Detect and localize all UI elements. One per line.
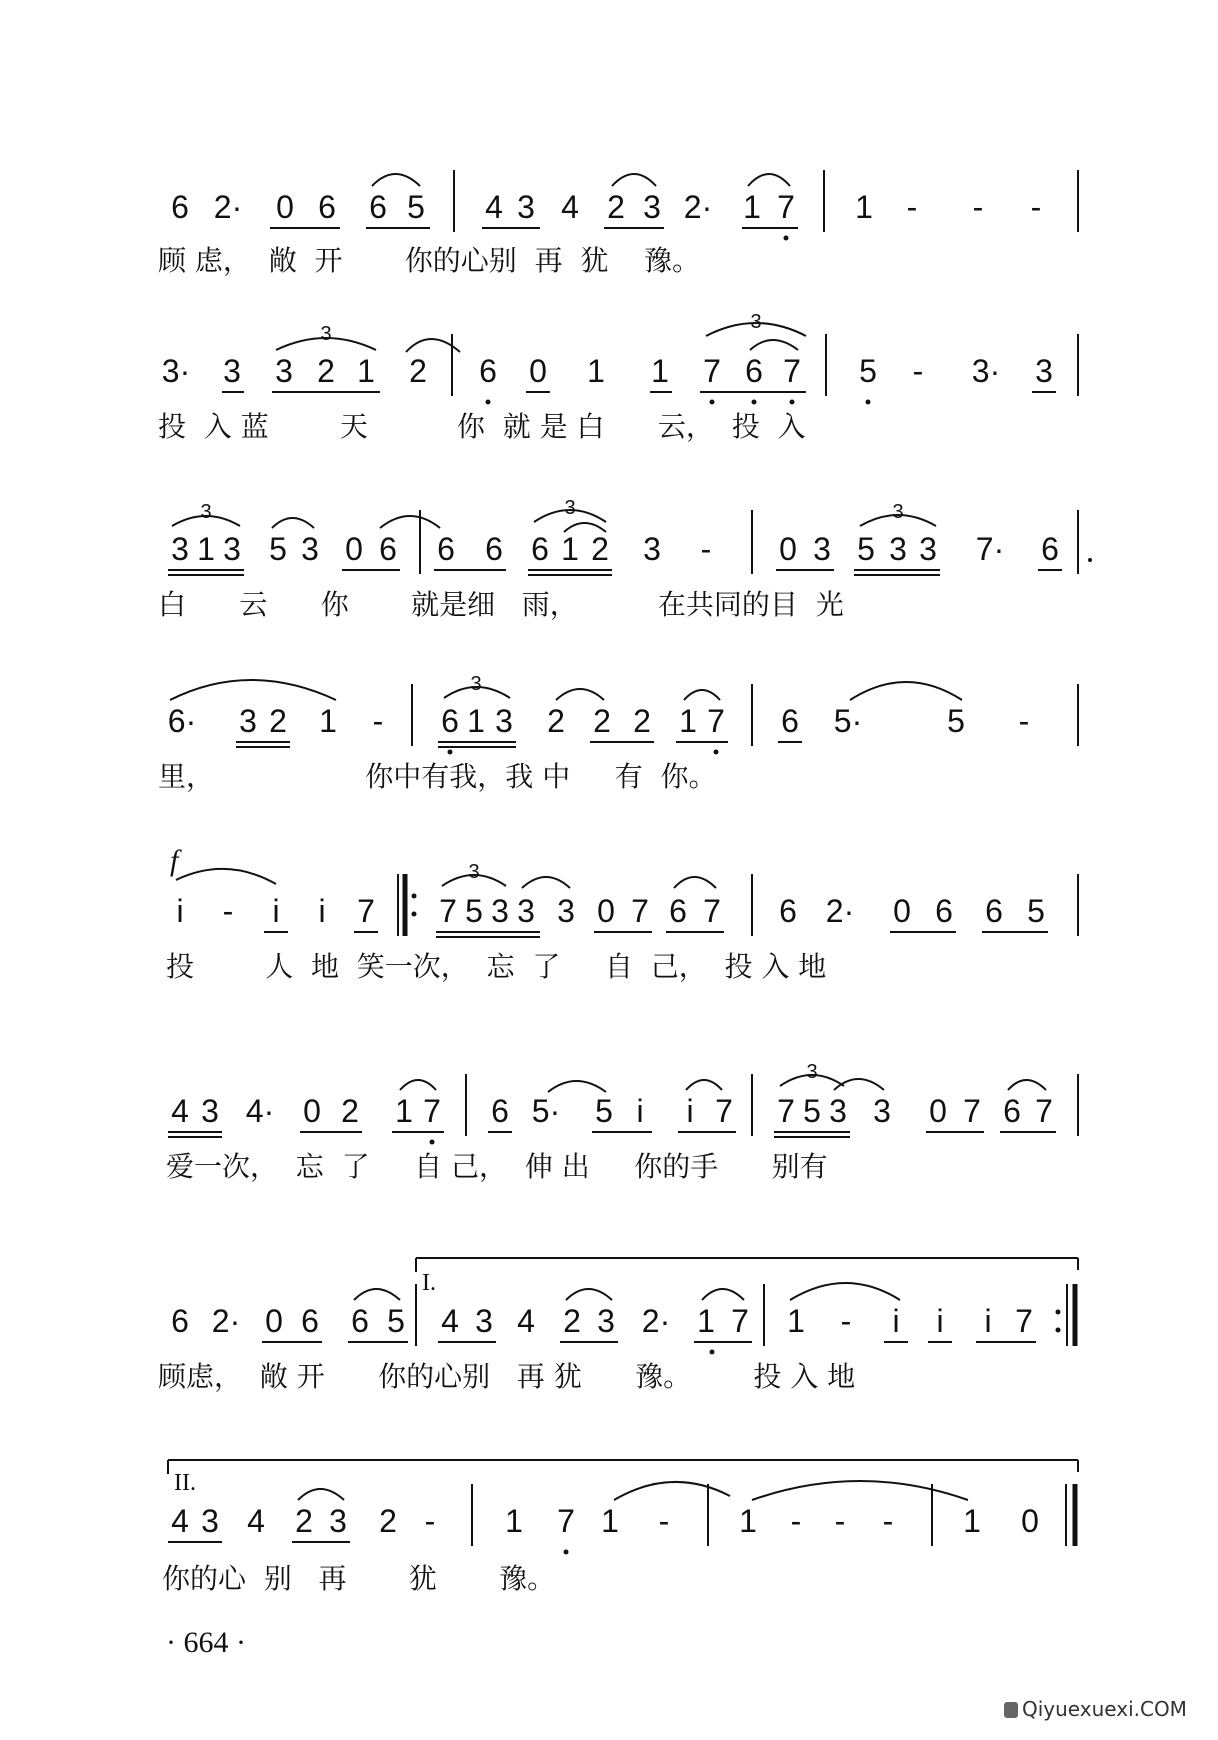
- note: 3: [491, 893, 509, 929]
- score-row: [158, 311, 1078, 443]
- note: 0: [303, 1093, 321, 1129]
- note: 3: [597, 1303, 615, 1339]
- note: 3: [517, 893, 535, 929]
- note: -: [972, 189, 984, 225]
- note: 4: [485, 189, 503, 225]
- note: 7: [777, 189, 795, 225]
- note: 6: [379, 531, 397, 567]
- note: 3: [495, 703, 513, 739]
- note: i: [984, 1303, 992, 1339]
- lyric: 投 入 蓝 天 你 就 是 白 云， 投 入: [158, 410, 806, 443]
- note: 6: [1003, 1093, 1021, 1129]
- note: 1: [505, 1503, 523, 1539]
- note: 1: [197, 531, 215, 567]
- note: 1: [787, 1303, 805, 1339]
- note: 2: [547, 703, 565, 739]
- note: 1: [855, 189, 873, 225]
- note: 7: [703, 353, 721, 389]
- note: 1: [739, 1503, 757, 1539]
- note: 1: [587, 353, 605, 389]
- note: 3: [239, 703, 257, 739]
- note: 5·: [833, 703, 863, 739]
- note: 5: [269, 531, 287, 567]
- note: 7: [423, 1093, 441, 1129]
- note: 0: [345, 531, 363, 567]
- note: 1: [395, 1093, 413, 1129]
- lyric: 白 云 你 就是细 雨， 在共同的目 光: [158, 588, 844, 621]
- note: -: [372, 703, 384, 739]
- note: -: [834, 1503, 846, 1539]
- note: i: [686, 1093, 694, 1129]
- volta-1-label: I.: [422, 1270, 436, 1296]
- note: 2: [563, 1303, 581, 1339]
- note: 6: [318, 189, 336, 225]
- note: 7: [707, 703, 725, 739]
- note: 1: [319, 703, 337, 739]
- note: 2·: [213, 189, 243, 225]
- note: 1: [357, 353, 375, 389]
- note: 3: [873, 1093, 891, 1129]
- watermark-logo: [1004, 1702, 1018, 1718]
- lyric: 投 人 地 笑一次， 忘 了 自 己， 投 入 地: [166, 950, 827, 983]
- score-row: [158, 673, 1078, 793]
- note: 7: [1035, 1093, 1053, 1129]
- note: 1: [963, 1503, 981, 1539]
- note: 6: [441, 703, 459, 739]
- note: 3: [171, 531, 189, 567]
- note: 7: [963, 1093, 981, 1129]
- note: i: [892, 1303, 900, 1339]
- note: 2: [633, 703, 651, 739]
- note: -: [424, 1503, 436, 1539]
- note: -: [882, 1503, 894, 1539]
- note: 6: [351, 1303, 369, 1339]
- note: 2: [409, 353, 427, 389]
- note: 7: [715, 1093, 733, 1129]
- note: 4: [561, 189, 579, 225]
- note: 5: [803, 1093, 821, 1129]
- note: 6: [935, 893, 953, 929]
- note: 6: [171, 189, 189, 225]
- note: 7: [703, 893, 721, 929]
- note: 4: [517, 1303, 535, 1339]
- page-number: · 664 ·: [166, 1626, 246, 1659]
- note: 6: [985, 893, 1003, 929]
- note: 6·: [167, 703, 197, 739]
- note: -: [906, 189, 918, 225]
- note: 7: [731, 1303, 749, 1339]
- note: i: [636, 1093, 644, 1129]
- note: 7: [631, 893, 649, 929]
- note: 0: [265, 1303, 283, 1339]
- note: 2·: [641, 1303, 671, 1339]
- note: 1: [561, 531, 579, 567]
- note: 3: [919, 531, 937, 567]
- note: 6: [301, 1303, 319, 1339]
- note: 0: [1021, 1503, 1039, 1539]
- note: 2: [593, 703, 611, 739]
- note: 0: [529, 353, 547, 389]
- note: 3: [829, 1093, 847, 1129]
- note: 1: [601, 1503, 619, 1539]
- dynamic-mark: f: [170, 844, 179, 877]
- lyric: 顾 虑， 敞 开 你的心别 再 犹 豫。: [158, 244, 701, 277]
- note: 3: [223, 353, 241, 389]
- note: 3: [517, 189, 535, 225]
- score-row: [158, 1258, 1078, 1393]
- note: 6: [531, 531, 549, 567]
- note: 3: [475, 1303, 493, 1339]
- note: 5: [387, 1303, 405, 1339]
- note: 2: [591, 531, 609, 567]
- triplet-mark: 3: [564, 497, 576, 519]
- note: 4·: [245, 1093, 275, 1129]
- note: 0: [929, 1093, 947, 1129]
- note: 5: [595, 1093, 613, 1129]
- note: 0: [276, 189, 294, 225]
- note: 4: [171, 1093, 189, 1129]
- note: i: [272, 893, 280, 929]
- triplet-mark: 3: [892, 501, 904, 523]
- triplet-mark: 3: [320, 323, 332, 345]
- note: 7: [439, 893, 457, 929]
- note: 2: [607, 189, 625, 225]
- note: 2·: [683, 189, 713, 225]
- note: 7: [557, 1503, 575, 1539]
- note: 5: [857, 531, 875, 567]
- note: 3: [813, 531, 831, 567]
- note: 2·: [825, 893, 855, 929]
- score-row: [162, 1460, 1078, 1595]
- note: 0: [597, 893, 615, 929]
- note: 5: [947, 703, 965, 739]
- note: -: [222, 893, 234, 929]
- note: 7: [357, 893, 375, 929]
- score-row: [166, 844, 1078, 983]
- note: 5: [859, 353, 877, 389]
- note: 2: [295, 1503, 313, 1539]
- note: 6: [781, 703, 799, 739]
- triplet-mark: 3: [806, 1061, 818, 1083]
- note: 0: [893, 893, 911, 929]
- note: 5·: [531, 1093, 561, 1129]
- triplet-mark: 3: [750, 311, 762, 333]
- note: 1: [743, 189, 761, 225]
- lyric: 你的心 别 再 犹 豫。: [162, 1562, 556, 1595]
- note: 3·: [161, 353, 191, 389]
- note: 3: [889, 531, 907, 567]
- note: 1: [697, 1303, 715, 1339]
- note: 4: [247, 1503, 265, 1539]
- triplet-mark: 3: [200, 501, 212, 523]
- note: -: [912, 353, 924, 389]
- note: 6: [491, 1093, 509, 1129]
- score-row: [158, 497, 1092, 621]
- score-row: [158, 170, 1078, 277]
- triplet-mark: 3: [470, 673, 482, 695]
- note: 2: [317, 353, 335, 389]
- note: 3: [557, 893, 575, 929]
- note: 3: [643, 531, 661, 567]
- note: 7: [783, 353, 801, 389]
- triplet-mark: 3: [468, 861, 480, 883]
- note: 5: [1027, 893, 1045, 929]
- note: -: [840, 1303, 852, 1339]
- note: 4: [441, 1303, 459, 1339]
- note: 4: [171, 1503, 189, 1539]
- note: 6: [485, 531, 503, 567]
- note: -: [700, 531, 712, 567]
- note: 2: [379, 1503, 397, 1539]
- note: 6: [779, 893, 797, 929]
- note: 3: [1035, 353, 1053, 389]
- note: i: [318, 893, 326, 929]
- note: 3: [643, 189, 661, 225]
- note: 6: [437, 531, 455, 567]
- note: i: [936, 1303, 944, 1339]
- score-row: [166, 1061, 1078, 1183]
- volta-2-label: II.: [174, 1470, 196, 1496]
- note: 6: [745, 353, 763, 389]
- note: 3: [201, 1093, 219, 1129]
- note: 7: [777, 1093, 795, 1129]
- note: 3·: [971, 353, 1001, 389]
- note: 6: [369, 189, 387, 225]
- note: 5: [465, 893, 483, 929]
- note: 3: [201, 1503, 219, 1539]
- note: 7: [1015, 1303, 1033, 1339]
- note: 1: [651, 353, 669, 389]
- watermark: Qiyuexuexi.COM: [1022, 1697, 1187, 1721]
- note: 6: [669, 893, 687, 929]
- note: i: [176, 893, 184, 929]
- note: 3: [329, 1503, 347, 1539]
- note: 3: [301, 531, 319, 567]
- note: -: [1018, 703, 1030, 739]
- note: -: [658, 1503, 670, 1539]
- note: 6: [1041, 531, 1059, 567]
- note: 5: [407, 189, 425, 225]
- note: -: [1030, 189, 1042, 225]
- note: 3: [275, 353, 293, 389]
- note: 2: [269, 703, 287, 739]
- note: 0: [779, 531, 797, 567]
- note: 1: [467, 703, 485, 739]
- note: 6: [171, 1303, 189, 1339]
- note: 1: [679, 703, 697, 739]
- lyric: 里， 你中有我，我 中 有 你。: [158, 760, 717, 793]
- note: 2·: [211, 1303, 241, 1339]
- lyric: 顾虑， 敞 开 你的心别 再 犹 豫。 投 入 地: [158, 1360, 856, 1393]
- note: 6: [479, 353, 497, 389]
- note: 3: [223, 531, 241, 567]
- note: 2: [341, 1093, 359, 1129]
- lyric: 爱一次， 忘 了 自 己， 伸 出 你的手 别有: [166, 1150, 828, 1183]
- note: -: [790, 1503, 802, 1539]
- note: 7·: [975, 531, 1005, 567]
